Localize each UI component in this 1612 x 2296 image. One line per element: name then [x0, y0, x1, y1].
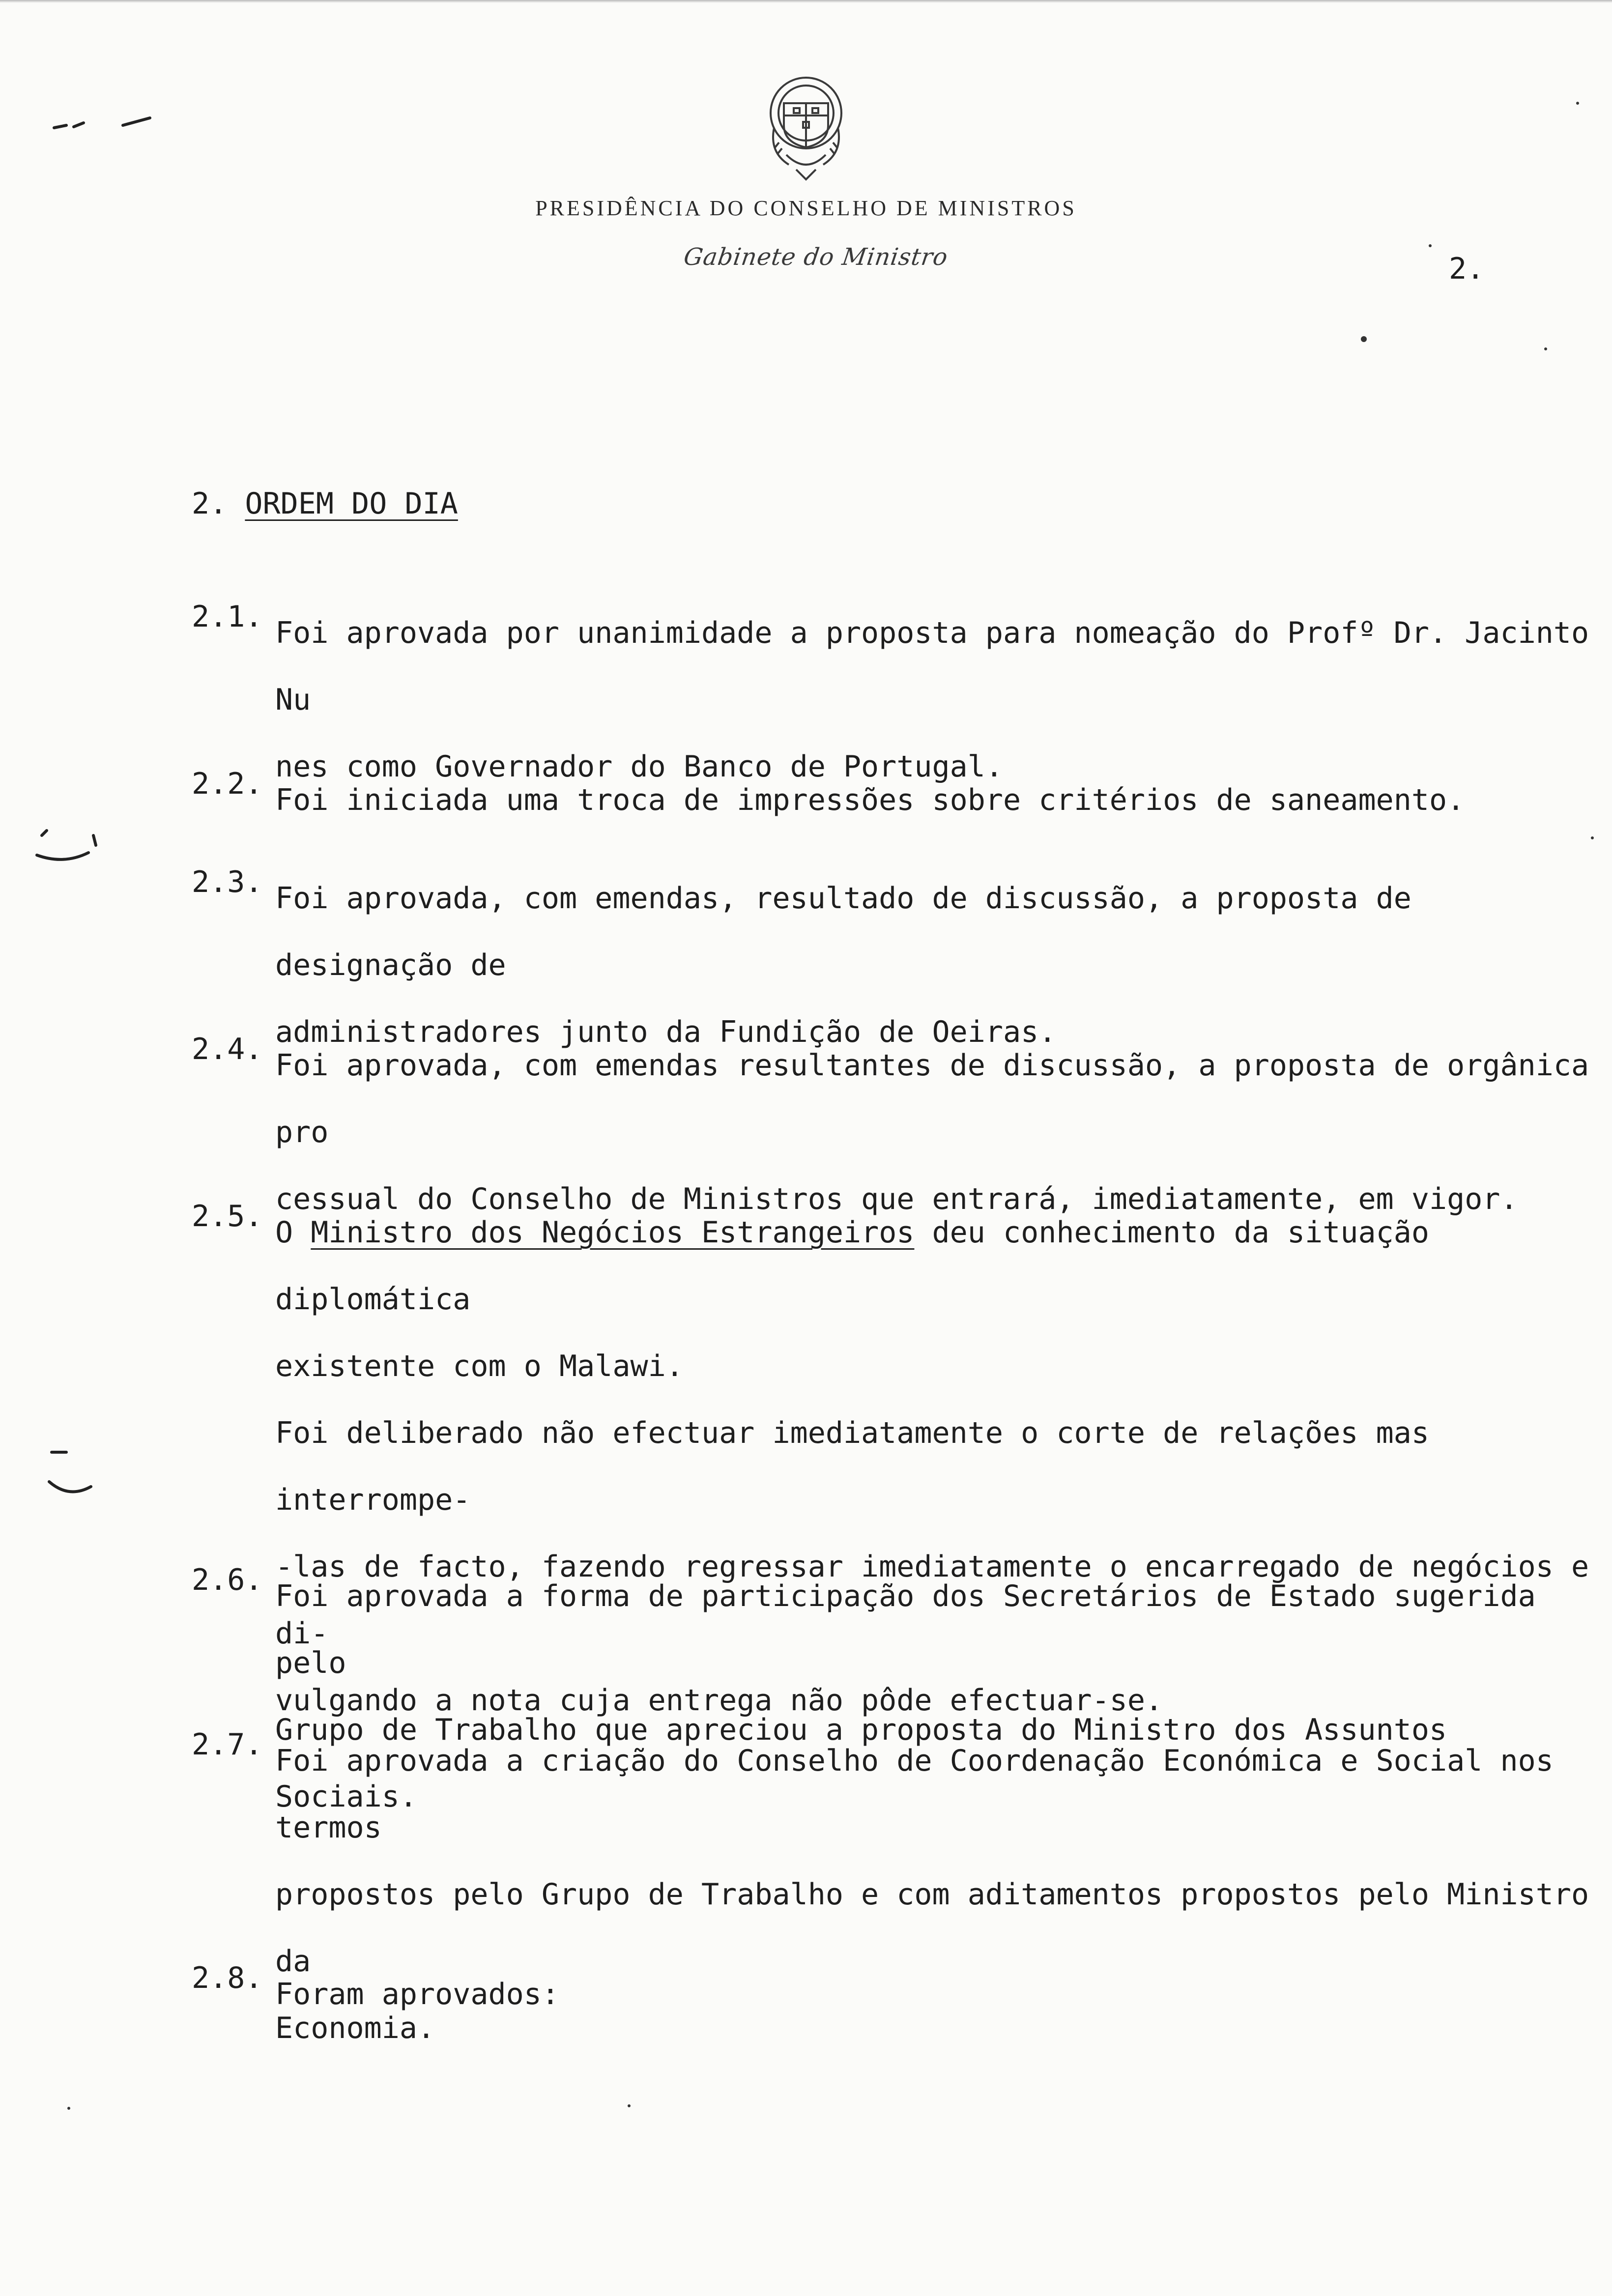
section-heading: [192, 487, 458, 521]
item-text: Foram aprovados:: [275, 1977, 559, 2011]
item-text: Foi aprovada por unanimidade a proposta para nomeação do Profº Dr. Jacinto Nu nes como Governador do Banco de Portugal.: [275, 616, 1589, 784]
ministry-name: Ministro dos Negócios Estrangeiros: [311, 1215, 915, 1250]
section-title: ORDEM DO DIA: [245, 487, 458, 521]
item-text-rest: deu conhecimento da situação diplomática existente com o Malawi.: [275, 1215, 1430, 1383]
margin-mark: [42, 831, 96, 845]
item-number: 2.1.: [192, 600, 263, 634]
item-text: Foi iniciada uma troca de impressões sobre critérios de saneamento.: [275, 783, 1465, 817]
item-number: 2.3.: [192, 865, 263, 899]
item-number: 2.4.: [192, 1032, 263, 1066]
agenda-item-2-2: [192, 767, 1597, 833]
item-text: Foi aprovada, com emendas, resultado de discussão, a proposta de designação de administradores junto da Fundição de Oeiras.: [275, 881, 1411, 1049]
item-number: 2.8.: [192, 1961, 263, 1995]
page-number: 2.: [1449, 252, 1485, 286]
letterhead-title: PRESIDÊNCIA DO CONSELHO DE MINISTROS: [535, 196, 1077, 220]
item-number: 2.2.: [192, 767, 263, 801]
item-text: Foi aprovada, com emendas resultantes de discussão, a proposta de orgânica pro cessual do Conselho de Ministros que entrará, imediatamente, em vigor.: [275, 1048, 1589, 1216]
section-number: 2.: [192, 487, 228, 521]
coat-of-arms-seal: [749, 69, 863, 187]
office-subtitle: Gabinete do Ministro: [682, 243, 950, 271]
page-top-edge: [0, 0, 1612, 3]
item-text: Foi aprovada a criação do Conselho de Coordenação Económica e Social nos termos propostos pelo Grupo de Trabalho e com aditamentos propostos pelo Ministro da Economia.: [275, 1744, 1589, 2045]
item-number: 2.7.: [192, 1727, 263, 1762]
margin-mark: [37, 853, 88, 860]
item-prefix: O: [275, 1215, 311, 1250]
margin-mark: [54, 118, 150, 128]
item-text-paragraph-2: Foi deliberado não efectuar imediatamente o corte de relações mas interrompe- -las de facto, fazendo regressar imediatamente o encarregado de negócios e di- vulgando a nota cuja entrega não pôde efectuar-se.: [275, 1416, 1589, 1718]
item-number: 2.5.: [192, 1199, 263, 1234]
item-number: 2.6.: [192, 1563, 263, 1597]
agenda-item-2-8: [192, 1961, 1597, 2028]
margin-mark: [49, 1482, 91, 1492]
item-text: Foi aprovada a forma de participação dos Secretários de Estado sugerida pelo Grupo de Trabalho que apreciou a proposta do Ministro dos Assuntos Sociais.: [275, 1579, 1536, 1814]
